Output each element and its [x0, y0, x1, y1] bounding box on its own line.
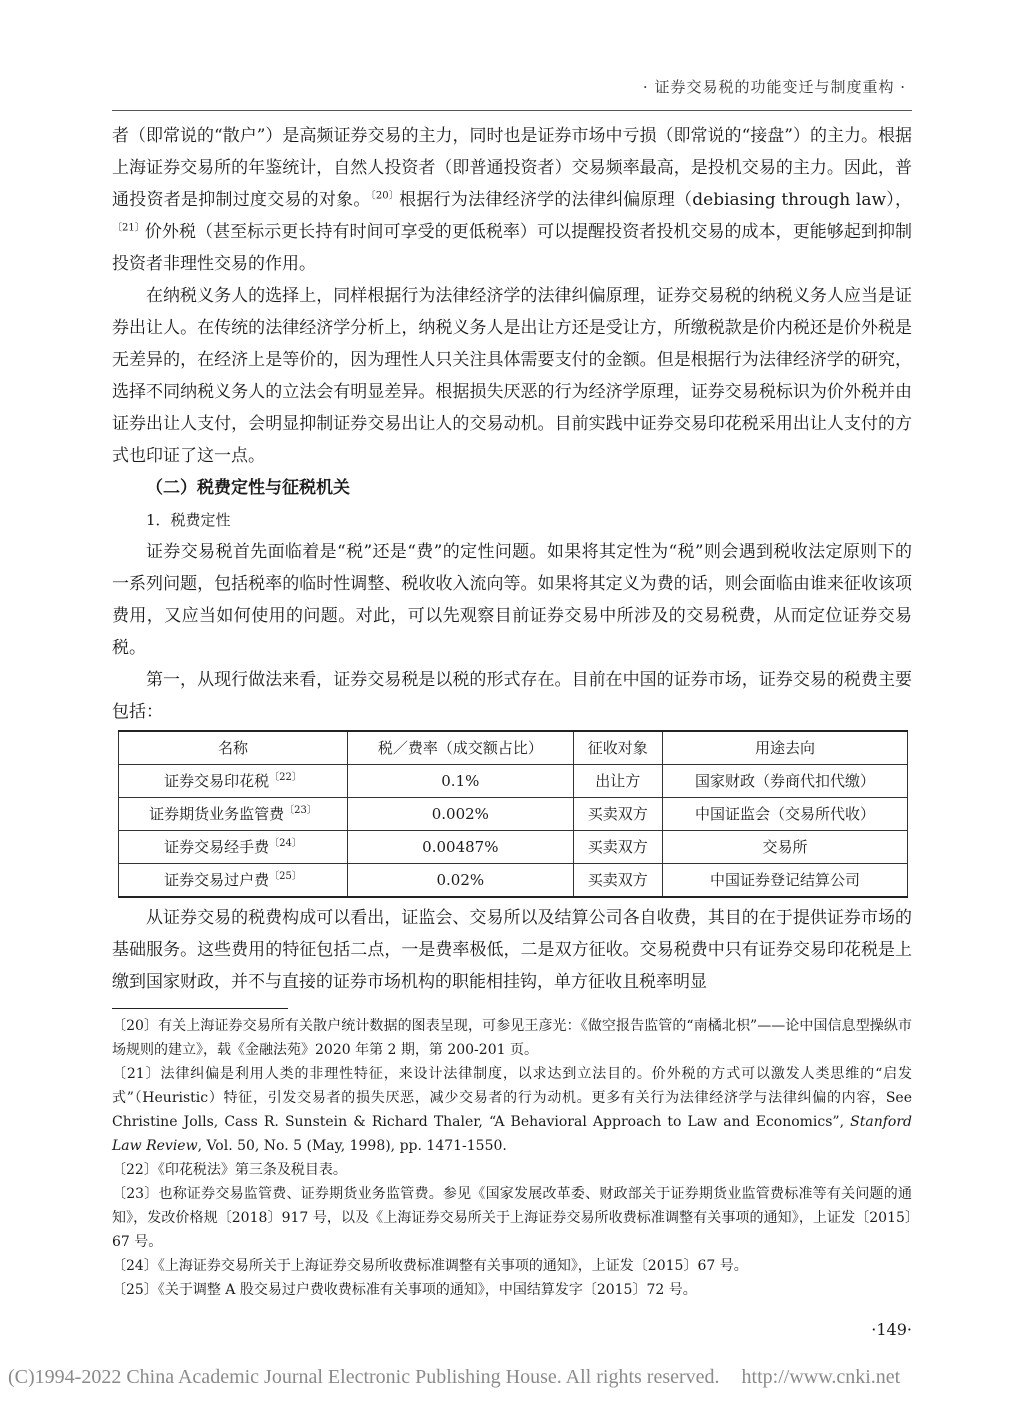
table-cell-target: 买卖双方	[573, 864, 662, 898]
footnote-21-journal: Stanford Law Review	[112, 1114, 912, 1154]
table-row	[119, 831, 908, 864]
table-cell-use: 国家财政（券商代扣代缴）	[663, 765, 908, 798]
paragraph-1-text-c: 价外税（甚至标示更长持有时间可享受的更低税率）可以提醒投资者投机交易的成本，更能够起到抑制投资者非理性交易的作用。	[112, 222, 912, 274]
table-cell-use: 中国证券登记结算公司	[663, 864, 908, 898]
paragraph-5: 从证券交易的税费构成可以看出，证监会、交易所以及结算公司各自收费，其目的在于提供证券市场的基础服务。这些费用的特征包括二点，一是费率极低，二是双方征收。交易税费中只有证券交易印花税是上缴到国家财政，并不与直接的证券市场机构的职能相挂钩，单方征收且税率明显	[112, 908, 912, 992]
page-number: ·149·	[871, 1320, 912, 1339]
header-rule	[112, 110, 912, 111]
footnote-ref-24[interactable]: 〔24〕	[269, 838, 302, 849]
table-cell-target: 买卖双方	[573, 831, 662, 864]
footnote-21	[112, 1062, 912, 1158]
fee-name: 证券交易过户费	[164, 871, 270, 889]
sub-title: 1．税费定性	[146, 511, 231, 529]
table-header-name: 名称	[119, 731, 348, 765]
footnote-21-text: 〔21〕法律纠偏是利用人类的非理性特征，来设计法律制度，以求达到立法目的。价外税的方式可以激发人类思维的“启发式”（Heuristic）特征，引发交易者的损失厌恶，减少交易者的行为动机。更多有关行为法律经济学与法律纠偏的内容，See Christine Jolls, Cass R. Sunstein & Richard Thaler, “A Behavioral Approach to Law and Economics”,	[112, 1066, 912, 1130]
footnote-ref-20[interactable]: 〔20〕	[370, 190, 400, 202]
copyright-watermark	[8, 1366, 1024, 1389]
footnote-21-citation: , Vol. 50, No. 5 (May, 1998), pp. 1471-1550.	[197, 1138, 507, 1154]
paragraph-1	[112, 120, 912, 280]
footnote-ref-22[interactable]: 〔22〕	[269, 772, 302, 783]
table-header-target: 征收对象	[573, 731, 662, 765]
table-cell-target: 出让方	[573, 765, 662, 798]
table-row	[119, 864, 908, 898]
table-cell-name	[119, 831, 348, 864]
footnote-ref-21[interactable]: 〔21〕	[112, 222, 145, 234]
footnote-ref-23[interactable]: 〔23〕	[284, 805, 317, 816]
footnote-20: 〔20〕有关上海证券交易所有关散户统计数据的图表呈现，可参见王彦光：《做空报告监管的“南橘北枳”——论中国信息型操纵市场规则的建立》，载《金融法苑》2020 年第 2 期，第 200-201 页。	[112, 1018, 912, 1058]
footnote-ref-25[interactable]: 〔25〕	[269, 871, 302, 882]
table-cell-name	[119, 864, 348, 898]
copyright-text: (C)1994-2022 China Academic Journal Electronic Publishing House. All rights reserved.	[8, 1366, 720, 1388]
paragraph-3: 证券交易税首先面临着是“税”还是“费”的定性问题。如果将其定性为“税”则会遇到税收法定原则下的一系列问题，包括税率的临时性调整、税收收入流向等。如果将其定义为费的话，则会面临由谁来征收该项费用，又应当如何使用的问题。对此，可以先观察目前证券交易中所涉及的交易税费，从而定位证券交易税。	[112, 542, 912, 658]
table-cell-rate: 0.00487%	[348, 831, 574, 864]
fee-name: 证券交易经手费	[164, 838, 270, 856]
fee-name: 证券期货业务监管费	[149, 805, 285, 823]
table-row	[119, 765, 908, 798]
footnote-24: 〔24〕《上海证券交易所关于上海证券交易所收费标准调整有关事项的通知》，上证发〔2015〕67 号。	[112, 1258, 748, 1274]
paragraph-1-text-a: 者（即常说的“散户”）是高频证券交易的主力，同时也是证券市场中亏损（即常说的“接盘”）的主力。根据上海证券交易所的年鉴统计，自然人投资者（即普通投资者）交易频率最高，是投机交易的主力。因此，普通投资者是抑制过度交易的对象。	[112, 126, 912, 210]
fee-name: 证券交易印花税	[164, 772, 270, 790]
footnote-23: 〔23〕也称证券交易监管费、证券期货业务监管费。参见《国家发展改革委、财政部关于证券期货业监管费标准等有关问题的通知》，发改价格规〔2018〕917 号，以及《上海证券交易所关于上海证券交易所收费标准调整有关事项的通知》，上证发〔2015〕67 号。	[112, 1186, 912, 1250]
footnote-22: 〔22〕《印花税法》第三条及税目表。	[112, 1162, 347, 1178]
copyright-url[interactable]: http://www.cnki.net	[741, 1366, 901, 1388]
paragraph-1-text-b: 根据行为法律经济学的法律纠偏原理（debiasing through law），	[399, 190, 913, 210]
table-cell-target: 买卖双方	[573, 798, 662, 831]
table-header-row	[119, 731, 908, 765]
footnote-25: 〔25〕《关于调整 A 股交易过户费收费标准有关事项的通知》，中国结算发字〔2015〕72 号。	[112, 1282, 697, 1298]
paragraph-2: 在纳税义务人的选择上，同样根据行为法律经济学的法律纠偏原理，证券交易税的纳税义务人应当是证券出让人。在传统的法律经济学分析上，纳税义务人是出让方还是受让方，所缴税款是价内税还是价外税是无差异的，在经济上是等价的，因为理性人只关注具体需要支付的金额。但是根据行为法律经济学的研究，选择不同纳税义务人的立法会有明显差异。根据损失厌恶的行为经济学原理，证券交易税标识为价外税并由证券出让人支付，会明显抑制证券交易出让人的交易动机。目前实践中证券交易印花税采用出让人支付的方式也印证了这一点。	[112, 286, 912, 466]
table-cell-use: 中国证监会（交易所代收）	[663, 798, 908, 831]
table-cell-name	[119, 765, 348, 798]
table-row	[119, 798, 908, 831]
footnote-rule	[112, 1008, 288, 1009]
footnotes	[112, 1014, 912, 1302]
table-cell-use: 交易所	[663, 831, 908, 864]
section-title: （二）税费定性与征税机关	[146, 478, 350, 498]
table-header-use: 用途去向	[663, 731, 908, 765]
fee-table	[118, 730, 908, 898]
body-text	[112, 120, 912, 998]
table-cell-rate: 0.02%	[348, 864, 574, 898]
table-cell-rate: 0.1%	[348, 765, 574, 798]
table-header-rate: 税／费率（成交额占比）	[348, 731, 574, 765]
running-title: · 证券交易税的功能变迁与制度重构 ·	[642, 78, 906, 96]
paragraph-4: 第一，从现行做法来看，证券交易税是以税的形式存在。目前在中国的证券市场，证券交易的税费主要包括：	[112, 670, 912, 722]
table-cell-name	[119, 798, 348, 831]
table-cell-rate: 0.002%	[348, 798, 574, 831]
